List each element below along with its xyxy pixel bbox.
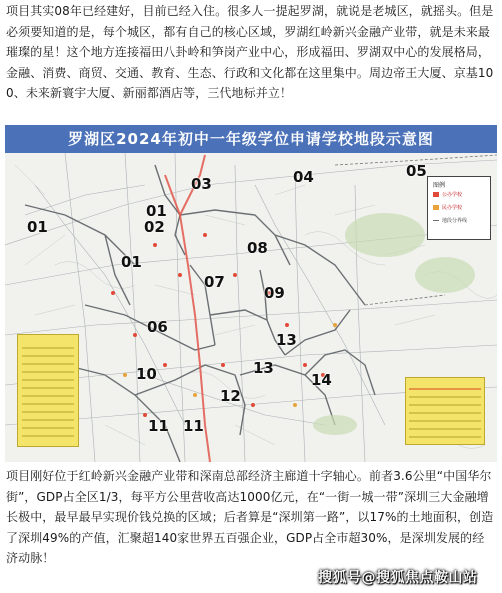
article-paragraph-top: 项目其实08年已经建好，目前已经入住。很多人一提起罗湖，就说是老城区，就摇头。但是必须要知道的是，每个城区，都有自己的核心区域，罗湖红岭新兴金融产业带，就是未来最璀璨的星！这个地方连接福田八卦岭和笋岗产业中心，形成福田、罗湖双中心的发展格局，金融、消费、商贸、交通、教育、生态、行政和文化都在这里集中。周边帝王大厦、京基100、未来新寰宇大厦、新丽都酒店等，三代地标并立！ (6, 4, 494, 100)
table-row (22, 411, 74, 413)
table-row (22, 387, 74, 389)
district-label-03: 03 (191, 175, 212, 193)
table-row (22, 363, 74, 365)
school-district-map (5, 125, 497, 462)
legend-item-public: 公办学校 (442, 191, 462, 198)
table-row (22, 395, 74, 397)
district-label-01c: 01 (121, 253, 142, 271)
table-row (22, 355, 74, 357)
map-legend (427, 176, 491, 240)
district-label-11a: 11 (148, 417, 169, 435)
article-paragraph-bottom: 项目刚好位于红岭新兴金融产业带和深南总部经济主廊道十字轴心。前者3.6公里“中国华尔街”，GDP占全区1/3，每平方公里营收高达1000亿元，在“一街一城一带”深圳三大金融增长极中，最早最早实现价钱兑换的区域；后者算是“深圳第一路”，以17%的土地面积，创造了深圳49%的产值，汇聚超140家世界五百强企业，GDP占全市超30%，是深圳发展的经济动脉！ (6, 469, 494, 565)
public-school-icon (433, 192, 439, 197)
district-label-09: 09 (264, 284, 285, 302)
district-label-11b: 11 (183, 417, 204, 435)
source-watermark: 搜狐号@搜狐焦点鞍山站 (318, 570, 478, 586)
table-row (22, 435, 74, 437)
table-row (409, 436, 481, 438)
district-label-01b: 01 (146, 202, 167, 220)
district-label-07: 07 (204, 273, 225, 291)
table-row (409, 404, 481, 406)
district-label-01a: 01 (27, 218, 48, 236)
private-school-icon (433, 205, 439, 210)
district-label-14: 14 (311, 371, 332, 389)
table-row (409, 428, 481, 430)
table-row (22, 403, 74, 405)
district-label-02: 02 (144, 218, 165, 236)
district-label-13b: 13 (253, 359, 274, 377)
district-label-05: 05 (406, 162, 427, 180)
district-info-table (17, 334, 79, 447)
boundary-line-icon (433, 220, 439, 221)
table-row (22, 347, 74, 349)
legend-title: 图例 (433, 182, 446, 189)
district-label-10: 10 (136, 365, 157, 383)
table-row (409, 396, 481, 398)
district-label-06: 06 (147, 318, 168, 336)
district-label-12: 12 (220, 387, 241, 405)
table-row (22, 371, 74, 373)
district-label-04: 04 (293, 168, 314, 186)
district-label-08: 08 (247, 239, 268, 257)
map-title: 罗湖区2024年初中一年级学位申请学校地段示意图 (68, 130, 434, 148)
table-row (22, 419, 74, 421)
legend-item-boundary: 地段分界线 (442, 217, 467, 224)
district-label-13a: 13 (276, 331, 297, 349)
table-row (409, 420, 481, 422)
table-row (409, 412, 481, 414)
notes-table (405, 377, 485, 445)
table-row (22, 427, 74, 429)
table-row (409, 388, 481, 390)
table-row (22, 379, 74, 381)
legend-item-private: 民办学校 (442, 204, 462, 211)
